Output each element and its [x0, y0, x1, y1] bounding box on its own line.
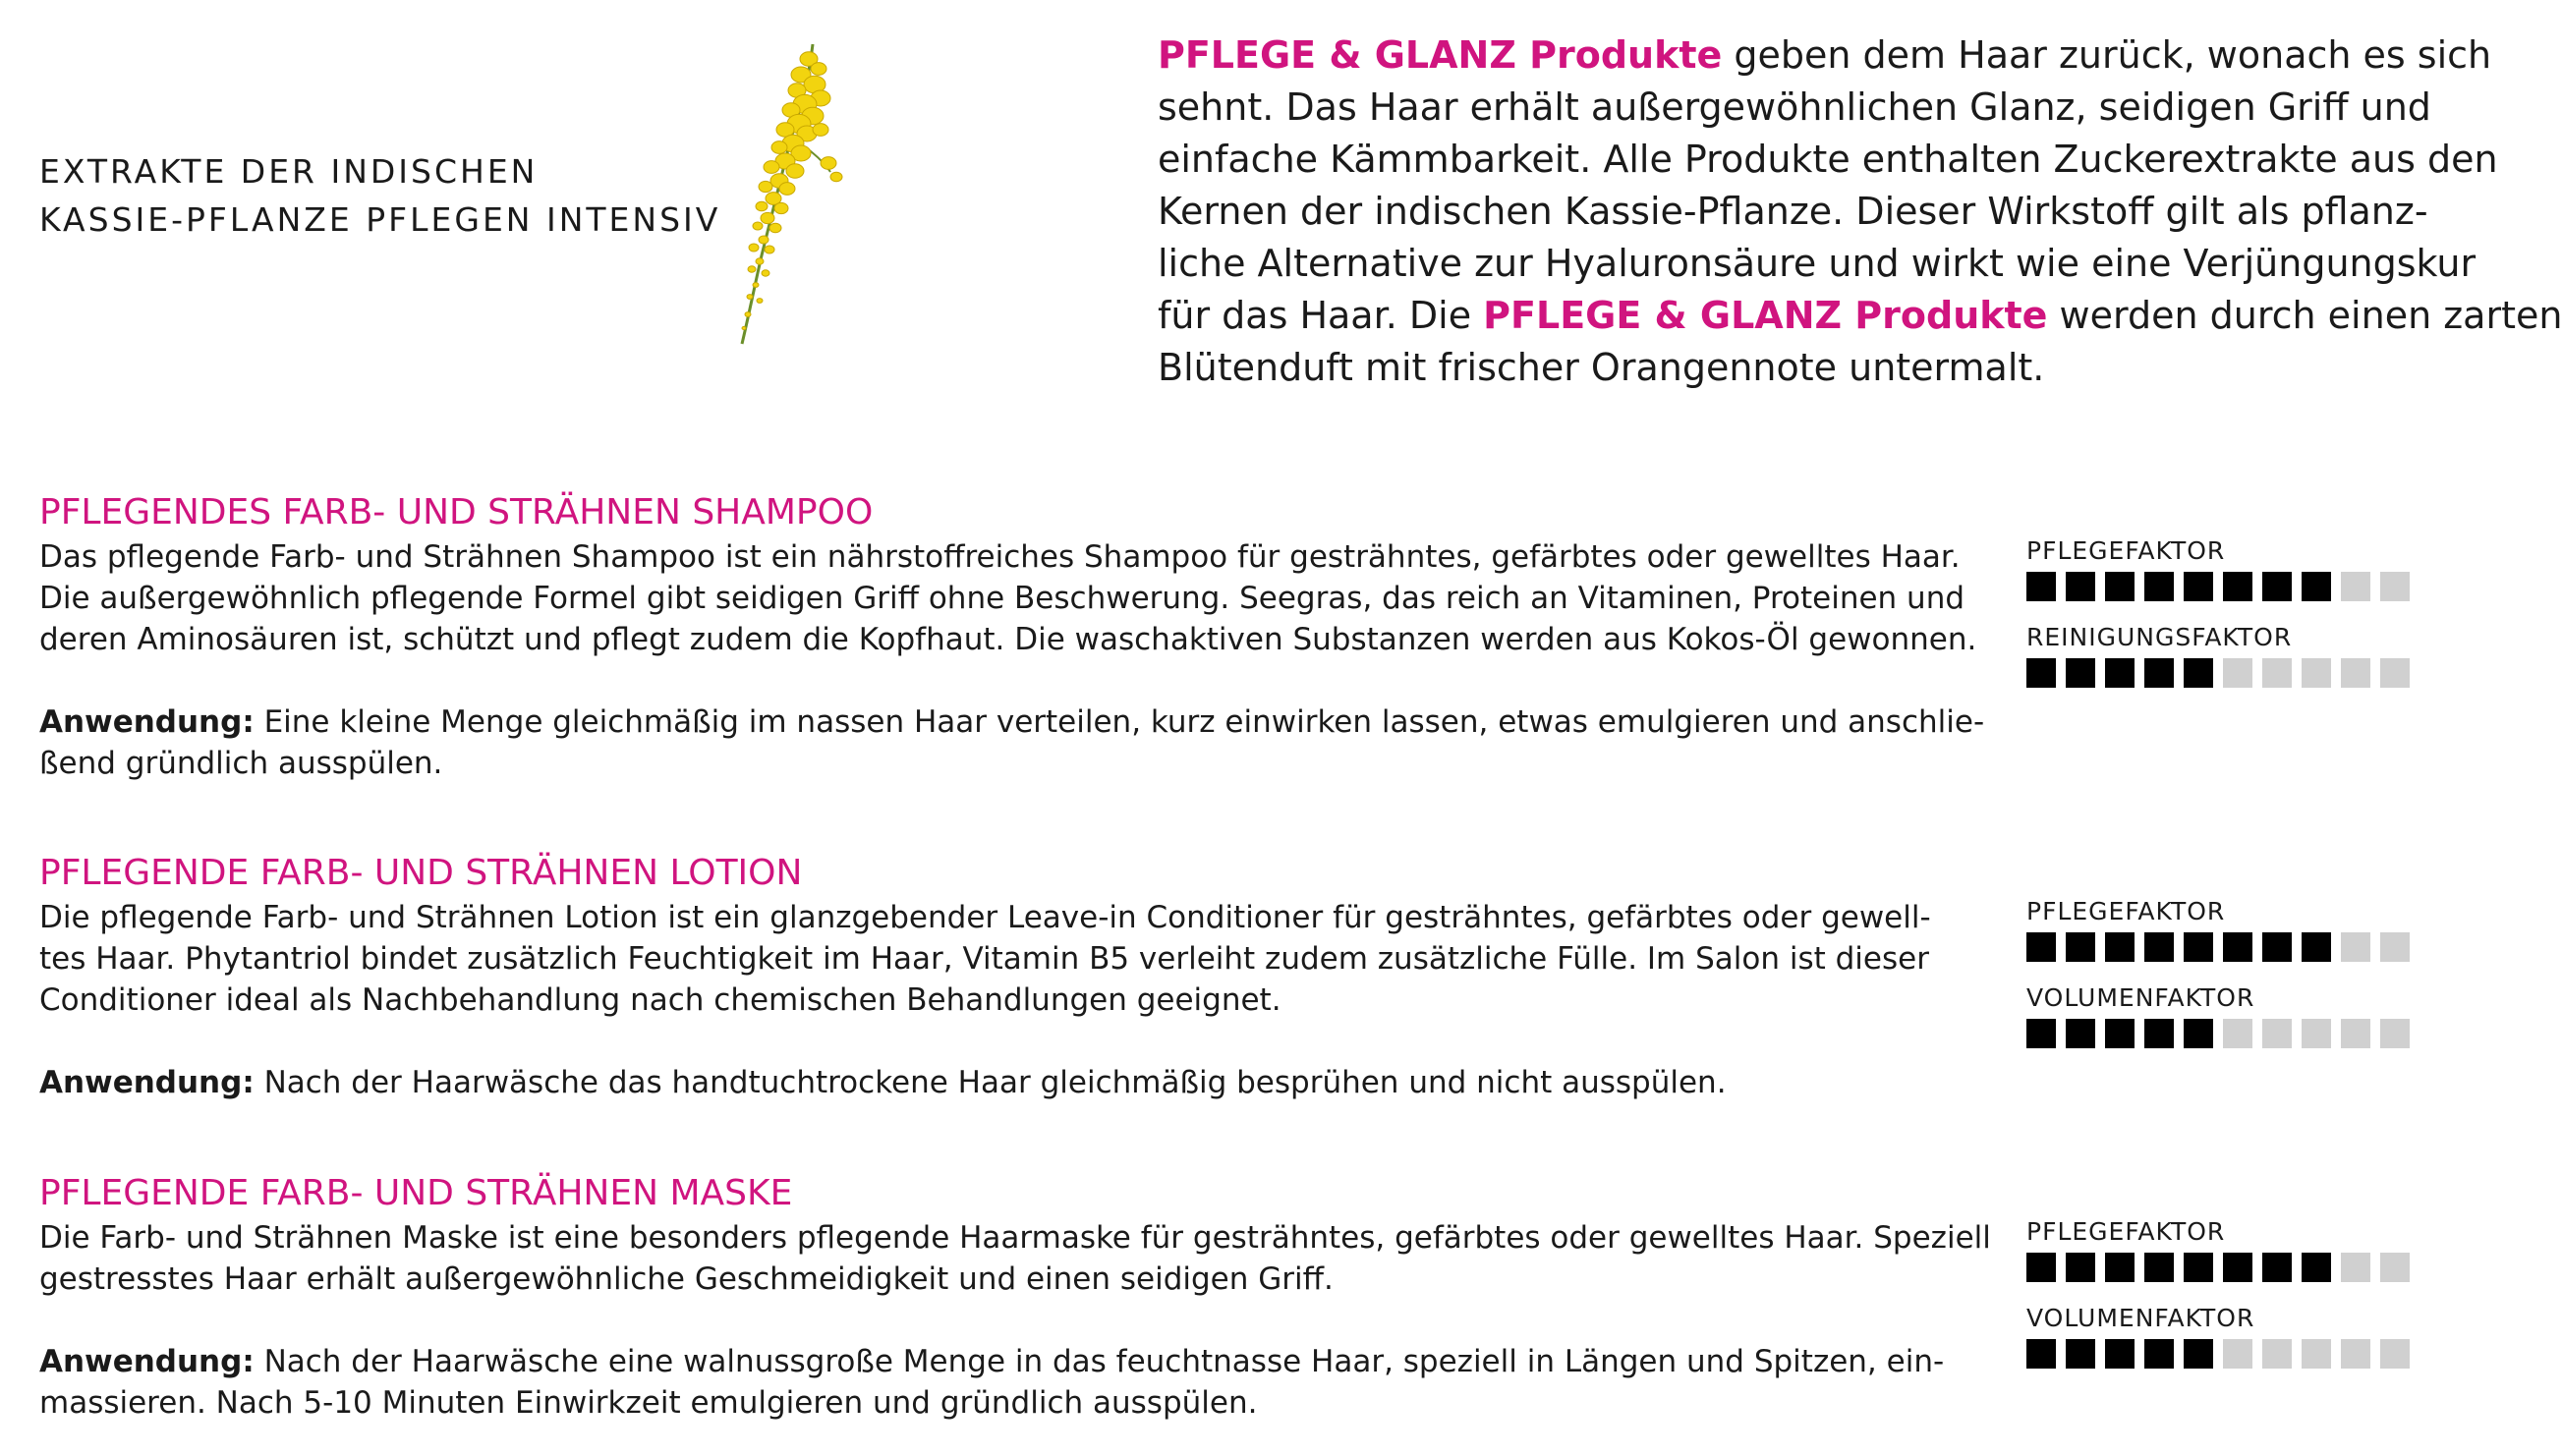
rating-label: REINIGUNGSFAKTOR	[2026, 623, 2293, 651]
intro-body-line	[1158, 29, 2492, 82]
rating-panel	[2026, 536, 2439, 709]
intro-body-line	[1158, 82, 2431, 134]
product-title: PFLEGENDE FARB- UND STRÄHNEN LOTION	[39, 853, 803, 893]
rating-square-empty	[2341, 1253, 2370, 1282]
rating-square-empty	[2341, 1019, 2370, 1048]
intro-text: werden durch einen zarten	[2047, 294, 2562, 337]
rating-square-filled	[2262, 572, 2292, 601]
flower-petal	[759, 181, 772, 192]
rating-square-filled	[2026, 1253, 2056, 1282]
flower-petal	[761, 212, 774, 223]
intro-body-line	[1158, 134, 2498, 186]
brand-name: PFLEGE & GLANZ Produkte	[1158, 33, 1723, 77]
rating-bar	[2026, 658, 2439, 688]
product-usage	[39, 701, 1985, 784]
rating-square-filled	[2105, 1019, 2135, 1048]
flower-petal	[771, 141, 787, 154]
intro-tagline-line: EXTRAKTE DER INDISCHEN	[39, 152, 539, 191]
description-line: Die Farb- und Strähnen Maske ist eine besonders pflegende Haarmaske für gesträhntes, gefärbtes oder gewelltes Haar. Speziell	[39, 1220, 1991, 1256]
rating-square-empty	[2223, 658, 2252, 688]
flower-petal	[786, 164, 804, 178]
rating-square-filled	[2105, 658, 2135, 688]
rating-square-empty	[2380, 1339, 2410, 1369]
flower-petal	[765, 246, 774, 253]
flower-petal	[779, 183, 795, 196]
rating-bar	[2026, 1253, 2439, 1282]
rating	[2026, 897, 2439, 983]
intro-text: Blütenduft mit frischer Orangennote untermalt.	[1158, 346, 2045, 389]
rating-square-empty	[2380, 658, 2410, 688]
rating-square-filled	[2026, 1339, 2056, 1369]
description-line: tes Haar. Phytantriol bindet zusätzlich Feuchtigkeit im Haar, Vitamin B5 verleiht zudem zusätzliche Fülle. Im Salon ist dieser	[39, 941, 1929, 977]
intro-text: liche Alternative zur Hyaluronsäure und wirkt wie eine Verjüngungskur	[1158, 242, 2477, 285]
flower-petal	[753, 283, 759, 288]
rating-square-filled	[2223, 572, 2252, 601]
rating-square-filled	[2144, 1339, 2174, 1369]
flower-petal	[830, 172, 842, 182]
rating-square-empty	[2341, 572, 2370, 601]
usage-text: Nach der Haarwäsche das handtuchtrockene Haar gleichmäßig besprühen und nicht ausspülen.	[254, 1065, 1727, 1100]
rating-square-filled	[2026, 932, 2056, 962]
rating-square-empty	[2380, 1019, 2410, 1048]
usage-text: ßend gründlich ausspülen.	[39, 746, 443, 781]
rating-square-empty	[2380, 932, 2410, 962]
product-title: PFLEGENDE FARB- UND STRÄHNEN MASKE	[39, 1173, 793, 1213]
rating-square-empty	[2223, 1019, 2252, 1048]
usage-text: massieren. Nach 5-10 Minuten Einwirkzeit emulgieren und gründlich ausspülen.	[39, 1385, 1258, 1421]
intro-text: für das Haar. Die	[1158, 294, 1484, 337]
rating	[2026, 1304, 2439, 1390]
rating-square-filled	[2066, 1339, 2095, 1369]
rating-square-filled	[2144, 932, 2174, 962]
intro-text: sehnt. Das Haar erhält außergewöhnlichen Glanz, seidigen Griff und	[1158, 85, 2431, 129]
rating	[2026, 983, 2439, 1070]
rating-square-filled	[2105, 1339, 2135, 1369]
rating-square-filled	[2184, 1019, 2213, 1048]
cassia-flower-icon	[683, 39, 860, 354]
rating-label: PFLEGEFAKTOR	[2026, 1217, 2226, 1246]
rating-square-filled	[2066, 1019, 2095, 1048]
rating-label: VOLUMENFAKTOR	[2026, 983, 2255, 1012]
intro-body-line	[1158, 186, 2428, 238]
product-description	[39, 536, 1977, 660]
rating-square-empty	[2341, 658, 2370, 688]
flower-petal	[745, 312, 751, 317]
flower-petal	[762, 270, 769, 276]
rating-label: VOLUMENFAKTOR	[2026, 1304, 2255, 1332]
rating-square-filled	[2223, 1253, 2252, 1282]
rating-square-filled	[2302, 1253, 2331, 1282]
intro-body-line	[1158, 238, 2477, 290]
flower-petal	[759, 236, 769, 244]
usage-label: Anwendung:	[39, 1065, 255, 1100]
description-line: Das pflegende Farb- und Strähnen Shampoo ist ein nährstoffreiches Shampoo für gesträhntes, gefärbtes oder gewelltes Haar.	[39, 539, 1961, 575]
product-maske	[39, 1172, 2427, 1421]
rating-panel	[2026, 897, 2439, 1070]
flower-petal	[821, 157, 836, 170]
flower-petal	[813, 124, 828, 137]
rating-bar	[2026, 572, 2439, 601]
rating	[2026, 623, 2439, 709]
description-line: gestresstes Haar erhält außergewöhnliche Geschmeidigkeit und einen seidigen Griff.	[39, 1261, 1334, 1297]
flower-petal	[748, 266, 756, 272]
rating-square-empty	[2302, 1019, 2331, 1048]
rating-square-empty	[2262, 1339, 2292, 1369]
description-line: Die außergewöhnlich pflegende Formel gibt seidigen Griff ohne Beschwerung. Seegras, das reich an Vitaminen, Proteinen und	[39, 581, 1965, 616]
flower-petal	[756, 201, 768, 211]
rating-square-filled	[2066, 1253, 2095, 1282]
rating-square-empty	[2341, 1339, 2370, 1369]
usage-text: Nach der Haarwäsche eine walnussgroße Menge in das feuchtnasse Haar, speziell in Längen und Spitzen, ein-	[254, 1344, 1945, 1379]
intro-text: geben dem Haar zurück, wonach es sich	[1722, 33, 2492, 77]
rating-square-filled	[2026, 572, 2056, 601]
intro-tagline-line: KASSIE-PFLANZE PFLEGEN INTENSIV	[39, 200, 721, 239]
flower-petal	[757, 299, 763, 304]
rating-bar	[2026, 1339, 2439, 1369]
rating-square-filled	[2144, 1253, 2174, 1282]
product-lotion	[39, 852, 2427, 1100]
rating-square-empty	[2341, 932, 2370, 962]
product-description	[39, 1217, 1991, 1300]
rating	[2026, 1217, 2439, 1304]
rating-square-filled	[2026, 1019, 2056, 1048]
flower-petal	[774, 202, 788, 213]
rating-square-filled	[2144, 1019, 2174, 1048]
usage-label: Anwendung:	[39, 704, 255, 740]
flower-petal	[742, 326, 746, 329]
flower-petal	[753, 222, 763, 230]
rating-square-empty	[2302, 1339, 2331, 1369]
rating-square-empty	[2380, 572, 2410, 601]
intro-body-line	[1158, 290, 2562, 342]
intro-text: Kernen der indischen Kassie-Pflanze. Dieser Wirkstoff gilt als pflanz-	[1158, 190, 2428, 233]
intro-tagline	[39, 147, 721, 244]
rating-square-filled	[2144, 658, 2174, 688]
brand-name: PFLEGE & GLANZ Produkte	[1483, 294, 2048, 337]
rating-square-filled	[2223, 932, 2252, 962]
product-shampoo	[39, 491, 2427, 781]
rating-label: PFLEGEFAKTOR	[2026, 536, 2226, 565]
rating-bar	[2026, 1019, 2439, 1048]
flower-petal	[811, 63, 826, 76]
rating-square-empty	[2302, 658, 2331, 688]
product-title: PFLEGENDES FARB- UND STRÄHNEN SHAMPOO	[39, 492, 874, 532]
rating-square-filled	[2184, 1253, 2213, 1282]
rating-square-filled	[2105, 1253, 2135, 1282]
flower-petal	[769, 223, 781, 233]
rating-square-empty	[2380, 1253, 2410, 1282]
flower-petal	[764, 161, 779, 174]
rating-square-filled	[2262, 1253, 2292, 1282]
flower-petal	[749, 244, 759, 252]
rating-label: PFLEGEFAKTOR	[2026, 897, 2226, 925]
rating-square-filled	[2184, 658, 2213, 688]
rating-square-filled	[2066, 572, 2095, 601]
rating-square-filled	[2144, 572, 2174, 601]
flower-petal	[747, 295, 753, 300]
rating-square-filled	[2066, 932, 2095, 962]
rating-square-filled	[2302, 932, 2331, 962]
rating-square-filled	[2026, 658, 2056, 688]
description-line: deren Aminosäuren ist, schützt und pflegt zudem die Kopfhaut. Die waschaktiven Substanzen werden aus Kokos-Öl gewonnen.	[39, 622, 1977, 657]
rating-square-empty	[2223, 1339, 2252, 1369]
usage-label: Anwendung:	[39, 1344, 255, 1379]
intro-body	[1158, 29, 2562, 394]
usage-text: Eine kleine Menge gleichmäßig im nassen Haar verteilen, kurz einwirken lassen, etwas emulgieren und anschlie-	[254, 704, 1985, 740]
rating-square-filled	[2105, 932, 2135, 962]
rating-square-filled	[2184, 1339, 2213, 1369]
product-usage	[39, 1341, 1945, 1424]
rating-square-filled	[2105, 572, 2135, 601]
intro-body-line	[1158, 342, 2425, 394]
rating-square-filled	[2184, 932, 2213, 962]
description-line: Conditioner ideal als Nachbehandlung nach chemischen Behandlungen geeignet.	[39, 982, 1281, 1018]
rating-square-filled	[2184, 572, 2213, 601]
flower-petal	[756, 258, 764, 264]
rating-bar	[2026, 932, 2439, 962]
rating-square-filled	[2066, 658, 2095, 688]
rating	[2026, 536, 2439, 623]
product-description	[39, 897, 1931, 1021]
rating-square-filled	[2302, 572, 2331, 601]
rating-square-filled	[2262, 932, 2292, 962]
description-line: Die pflegende Farb- und Strähnen Lotion ist ein glanzgebender Leave-in Conditioner für gesträhntes, gefärbtes oder gewell-	[39, 900, 1931, 935]
rating-square-empty	[2262, 1019, 2292, 1048]
rating-panel	[2026, 1217, 2439, 1390]
product-usage	[39, 1062, 1907, 1103]
intro-text: einfache Kämmbarkeit. Alle Produkte enthalten Zuckerextrakte aus den	[1158, 138, 2498, 181]
rating-square-empty	[2262, 658, 2292, 688]
